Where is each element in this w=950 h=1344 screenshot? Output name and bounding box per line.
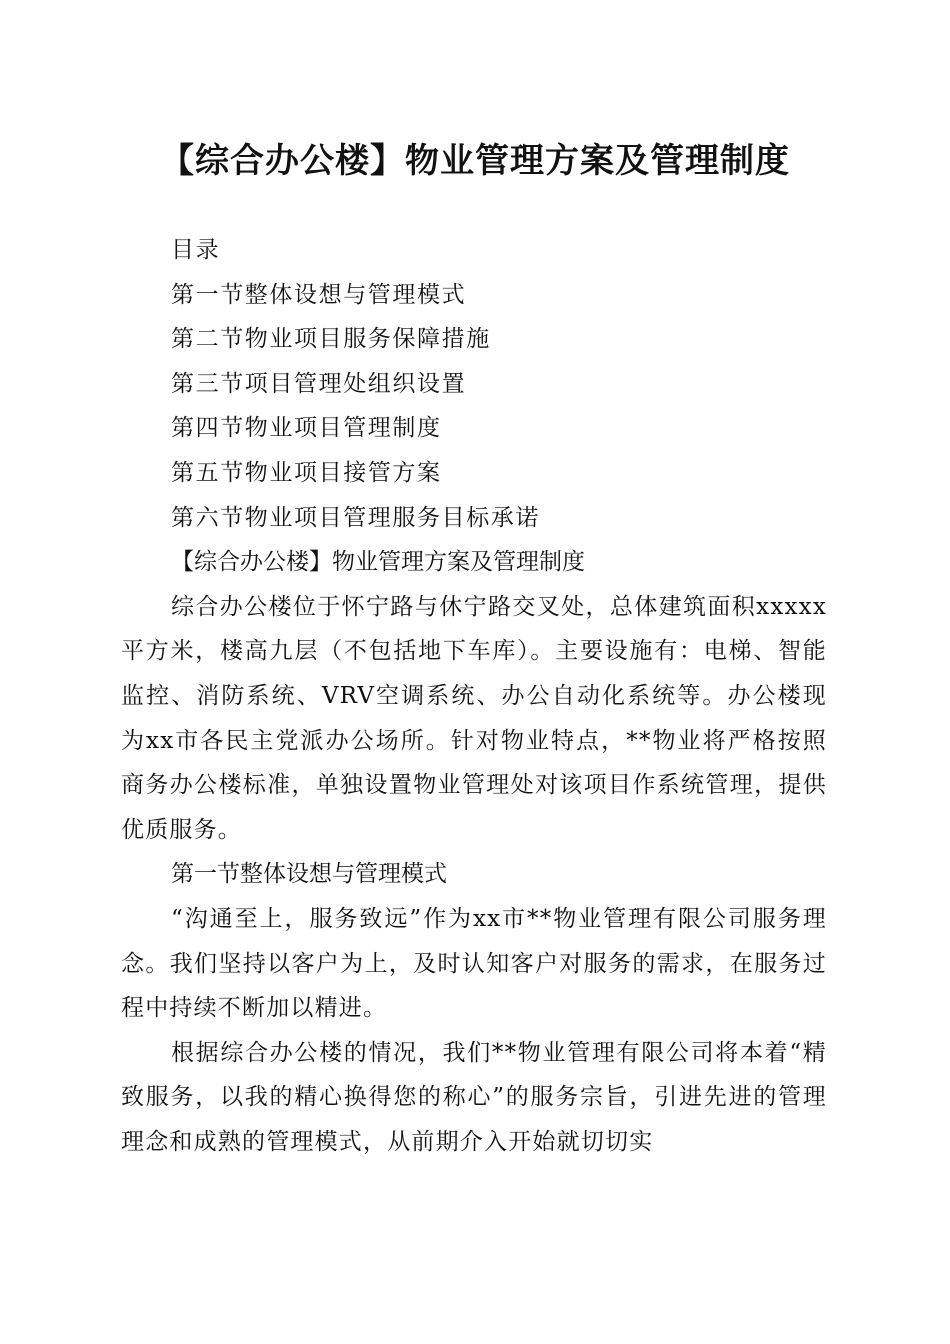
toc-item: 第二节物业项目服务保障措施 bbox=[171, 326, 491, 353]
section-paragraph: “沟通至上，服务致远”作为xx市**物业管理有限公司服务理念。我们坚持以客户为上，及时认知客户对服务的需求，在服务过程中持续不断加以精进。 bbox=[121, 905, 827, 1022]
toc-item: 第一节整体设想与管理模式 bbox=[171, 281, 467, 308]
document-title: 【综合办公楼】物业管理方案及管理制度 bbox=[160, 141, 790, 181]
section-heading: 第一节整体设想与管理模式 bbox=[171, 861, 447, 888]
section-paragraph: 根据综合办公楼的情况，我们**物业管理有限公司将本着“精致服务，以我的精心换得您的称心”的服务宗旨，引进先进的管理理念和成熟的管理模式，从前期介入开始就切切实 bbox=[121, 1039, 827, 1155]
document-subtitle: 【综合办公楼】物业管理方案及管理制度 bbox=[171, 549, 585, 576]
toc-item: 第五节物业项目接管方案 bbox=[171, 459, 442, 486]
toc-item: 第三节项目管理处组织设置 bbox=[171, 370, 467, 397]
toc-item: 第六节物业项目管理服务目标承诺 bbox=[171, 504, 540, 531]
document-body bbox=[121, 228, 827, 1164]
toc-heading: 目录 bbox=[171, 237, 221, 263]
intro-paragraph: 综合办公楼位于怀宁路与休宁路交叉处，总体建筑面积xxxxx平方米，楼高九层（不包括地下车库）。主要设施有：电梯、智能监控、消防系统、VRV空调系统、办公自动化系统等。办公楼现为xx市各民主党派办公场所。针对物业特点，**物业将严格按照商务办公楼标准，单独设置物业管理处对该项目作系统管理，提供优质服务。 bbox=[121, 593, 827, 843]
toc-item: 第四节物业项目管理制度 bbox=[171, 415, 442, 442]
